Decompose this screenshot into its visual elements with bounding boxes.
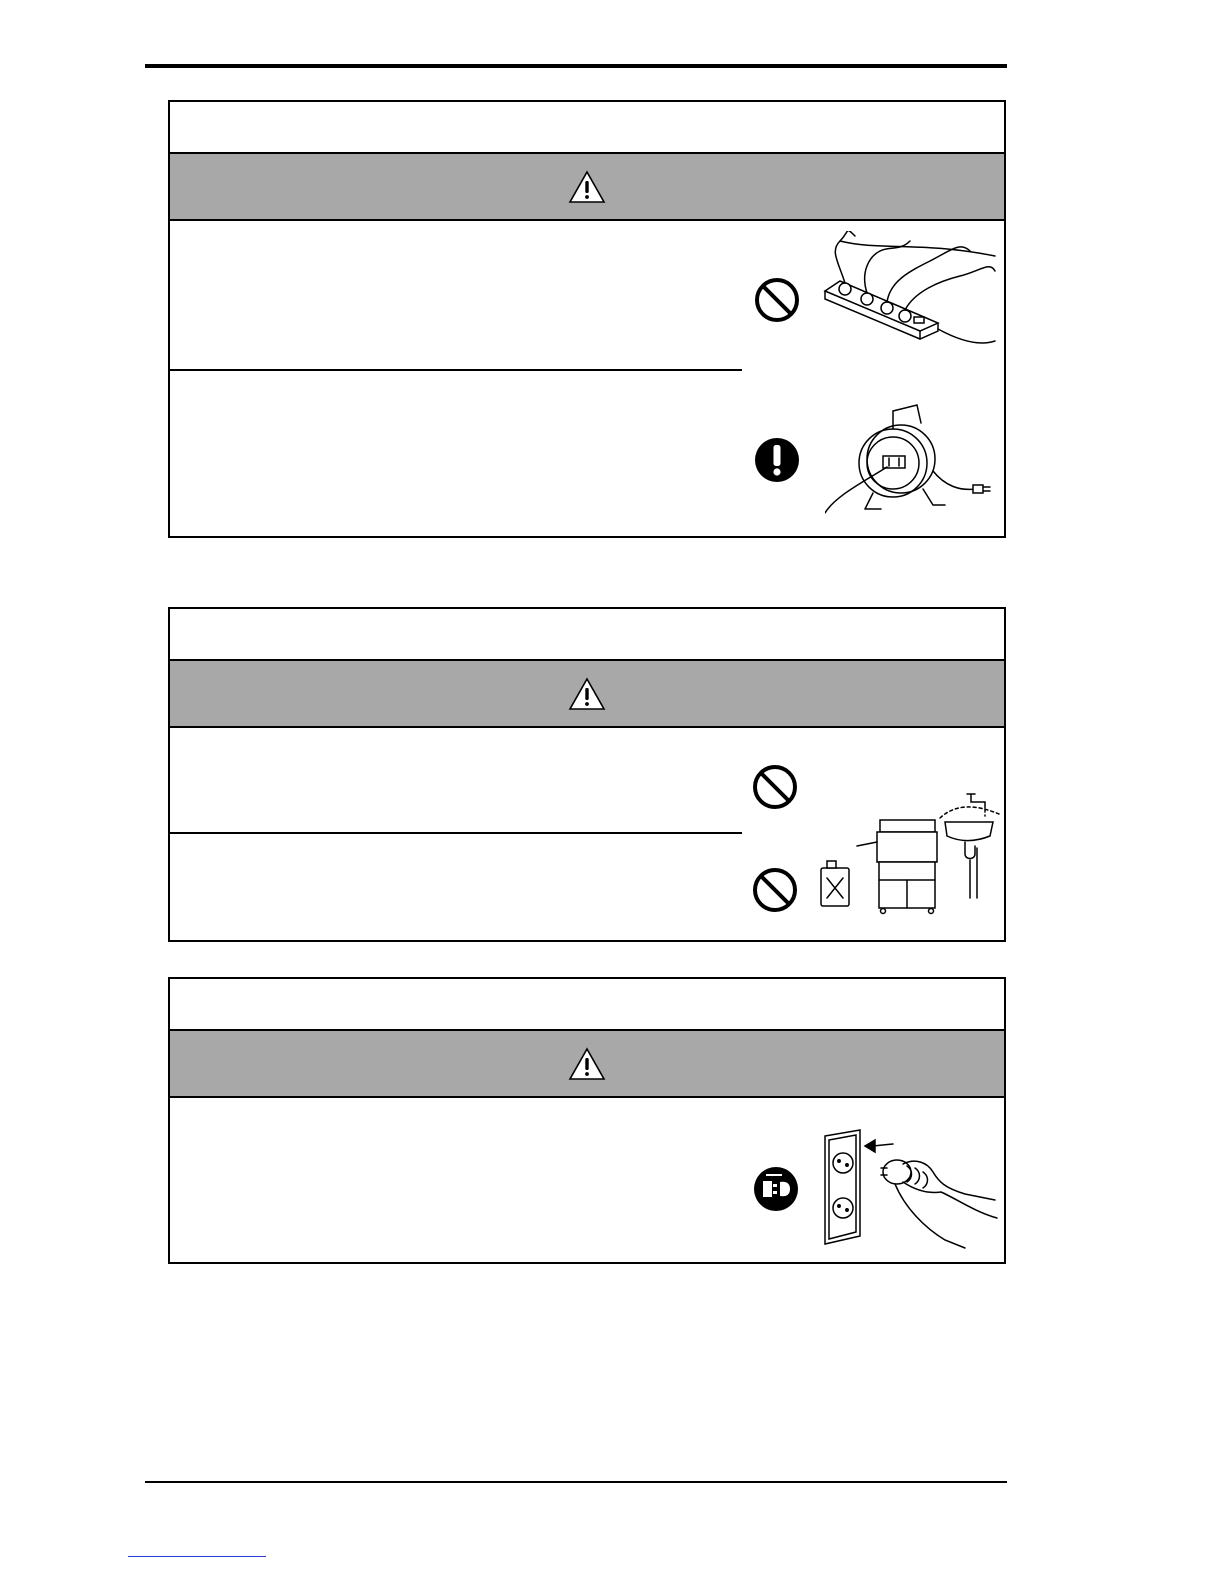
warning-triangle-icon bbox=[568, 170, 606, 204]
box-body bbox=[170, 221, 1004, 536]
row-divider bbox=[170, 369, 742, 371]
cable-reel-illustration bbox=[825, 401, 1000, 516]
copier-flammable-water-illustration bbox=[815, 788, 1000, 933]
prohibition-icon bbox=[753, 276, 801, 324]
warning-triangle-icon bbox=[568, 1047, 606, 1081]
box-header bbox=[170, 609, 1004, 661]
warning-band bbox=[170, 1031, 1004, 1098]
row-divider bbox=[170, 832, 742, 834]
prohibition-icon bbox=[751, 763, 799, 811]
box-body bbox=[170, 728, 1004, 940]
top-rule bbox=[145, 64, 1007, 68]
power-strip-illustration bbox=[820, 231, 1000, 366]
unplug-outlet-illustration bbox=[815, 1128, 1000, 1258]
warning-band bbox=[170, 661, 1004, 728]
warning-band bbox=[170, 154, 1004, 221]
footer-link-underline[interactable] bbox=[128, 1555, 266, 1557]
mandatory-action-icon bbox=[753, 436, 801, 484]
warning-box-2 bbox=[168, 607, 1006, 942]
prohibition-icon bbox=[751, 866, 799, 914]
warning-box-1 bbox=[168, 100, 1006, 538]
box-body bbox=[170, 1098, 1004, 1262]
box-header bbox=[170, 102, 1004, 154]
warning-box-3 bbox=[168, 977, 1006, 1264]
bottom-rule bbox=[145, 1481, 1007, 1483]
warning-triangle-icon bbox=[568, 677, 606, 711]
unplug-icon bbox=[752, 1165, 800, 1213]
box-header bbox=[170, 979, 1004, 1031]
